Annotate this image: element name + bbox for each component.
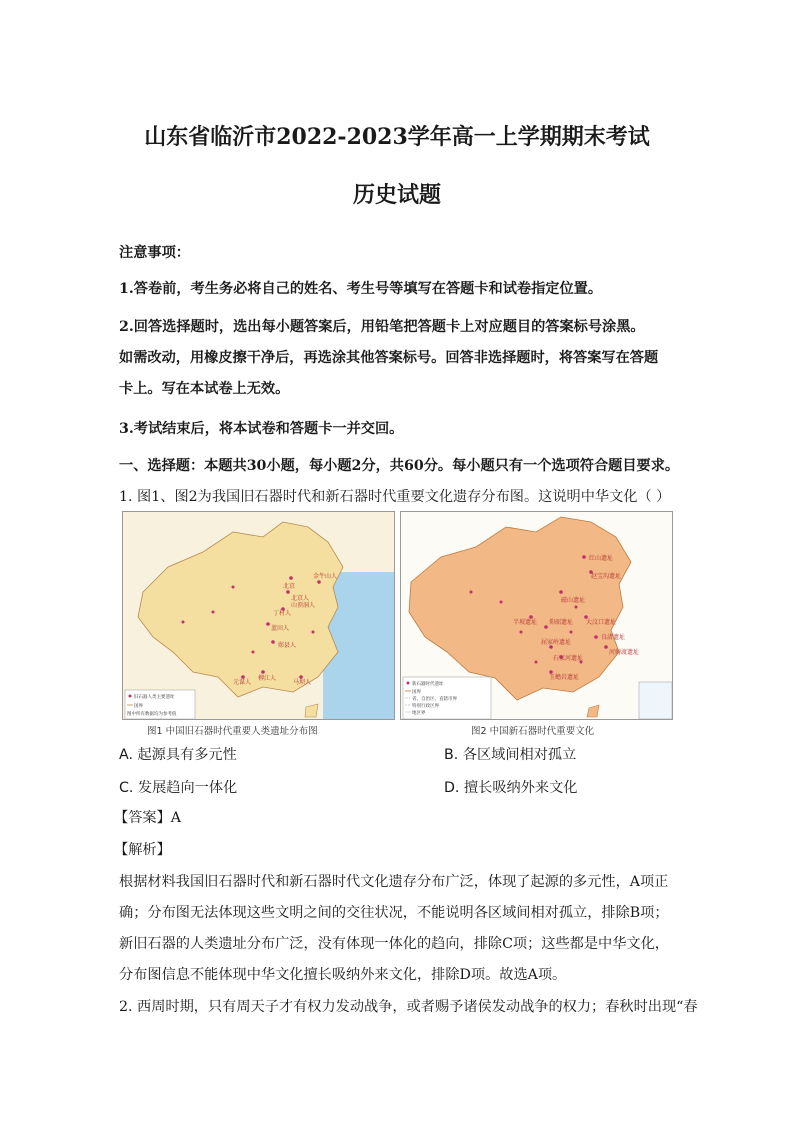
map2-legend-sar: 特别行政区界	[412, 704, 439, 709]
question-1-stem: 1. 图1、图2为我国旧石器时代和新石器时代重要文化遗存分布图。这说明中华文化（ ）	[119, 489, 671, 505]
map1-label-dingcun: 丁村人	[273, 610, 292, 617]
map2-legend-province: 省、自治区、直辖市界	[412, 697, 457, 702]
page-title: 山东省临沂市2022-2023学年高一上学期期末考试	[144, 124, 650, 150]
map2-label-hemudu: 河姆渡遗址	[609, 649, 640, 656]
map2-label-yangshao: 仰韶遗址	[549, 619, 574, 626]
map1-label-maba: 马坝人	[293, 679, 312, 686]
analysis-heading: 【解析】	[114, 842, 171, 858]
map1-label-lantian: 蓝田人	[271, 625, 290, 632]
map1-legend-border: 国界	[134, 704, 143, 709]
map1-label-shandingdong: 山顶洞人	[291, 602, 316, 609]
question-2-stem: 2. 西周时期，只有周天子才有权力发动战争，或者赐予诸侯发动战争的权力；春秋时出现“春	[119, 999, 698, 1015]
map-neolithic-drawing	[401, 512, 673, 720]
map2-label-dawenkou: 大汶口遗址	[586, 619, 617, 626]
option-d: D. 擅长吸纳外来文化	[444, 780, 578, 796]
analysis-line-2: 确；分布图无法体现这些文明之间的交往状况，不能说明各区域间相对孤立，排除B项；	[119, 905, 669, 921]
map-paleolithic-drawing	[123, 512, 395, 720]
answer: 【答案】A	[114, 810, 181, 826]
map1-label-yunxian: 郧县人	[278, 642, 297, 649]
map2-caption: 图2 中国新石器时代重要文化	[471, 726, 595, 737]
map1-legend-note: 图中所有数据均为参考值	[127, 712, 177, 717]
map2-label-shijiahe: 石家河遗址	[553, 655, 584, 662]
notice-item-2-line-2: 如需改动，用橡皮擦干净后，再选涂其他答案标号。回答非选择题时，将答案写在答题	[119, 350, 659, 366]
notice-heading: 注意事项：	[119, 245, 190, 261]
map2-legend-region: 地区界	[412, 711, 426, 716]
question-1-figures	[119, 511, 671, 737]
map-neolithic	[400, 511, 673, 720]
map-paleolithic	[122, 511, 395, 720]
analysis-line-4: 分布图信息不能体现中华文化擅长吸纳外来文化，排除D项。故选A项。	[119, 967, 567, 983]
map2-label-liangzhu: 良渚遗址	[601, 634, 626, 641]
map2-label-qujialing: 屈家岭遗址	[541, 639, 572, 646]
map2-label-yuchanyan: 玉蟾岩遗址	[549, 674, 580, 681]
option-a: A. 起源具有多元性	[119, 747, 237, 763]
section-heading: 一、选择题：本题共30小题，每小题2分，共60分。每小题只有一个选项符合题目要求。	[119, 458, 680, 474]
map1-label-beijing: 北京	[283, 583, 296, 590]
map1-label-jinniushan: 金牛山人	[313, 573, 338, 580]
map2-legend-sites: 新石器时代遗址	[412, 682, 444, 687]
notice-item-3: 3.考试结束后，将本试卷和答题卡一并交回。	[119, 421, 404, 437]
notice-item-1: 1.答卷前，考生务必将自己的姓名、考生号等填写在答题卡和试卷指定位置。	[119, 281, 603, 297]
map1-label-beijingren: 北京人	[291, 595, 310, 602]
map2-label-hongshan: 红山遗址	[589, 555, 614, 562]
map1-label-yuanmou: 元谋人	[233, 679, 252, 686]
page-subtitle: 历史试题	[352, 182, 441, 208]
map2-legend-border: 国界	[412, 690, 421, 695]
analysis-line-1: 根据材料我国旧石器时代和新石器时代文化遗存分布广泛，体现了起源的多元性，A项正	[119, 874, 669, 890]
map2-label-banpo: 半坡遗址	[513, 619, 538, 626]
map1-caption: 图1 中国旧石器时代重要人类遗址分布图	[147, 726, 318, 737]
map2-label-cishan: 磁山遗址	[561, 597, 586, 604]
option-b: B. 各区域间相对孤立	[444, 747, 577, 763]
map2-label-zhaobaogou: 赵宝沟遗址	[591, 573, 622, 580]
map1-label-liujiang: 柳江人	[258, 675, 277, 682]
option-c: C. 发展趋向一体化	[119, 780, 238, 796]
notice-item-2-line-3: 卡上。写在本试卷上无效。	[119, 381, 290, 397]
analysis-line-3: 新旧石器的人类遗址分布广泛，没有体现一体化的趋向，排除C项；这些都是中华文化，	[119, 936, 669, 952]
map1-legend-sites: 旧石器人类主要遗址	[134, 695, 175, 700]
notice-item-2-line-1: 2.回答选择题时，选出每小题答案后，用铅笔把答题卡上对应题目的答案标号涂黑。	[119, 319, 645, 335]
